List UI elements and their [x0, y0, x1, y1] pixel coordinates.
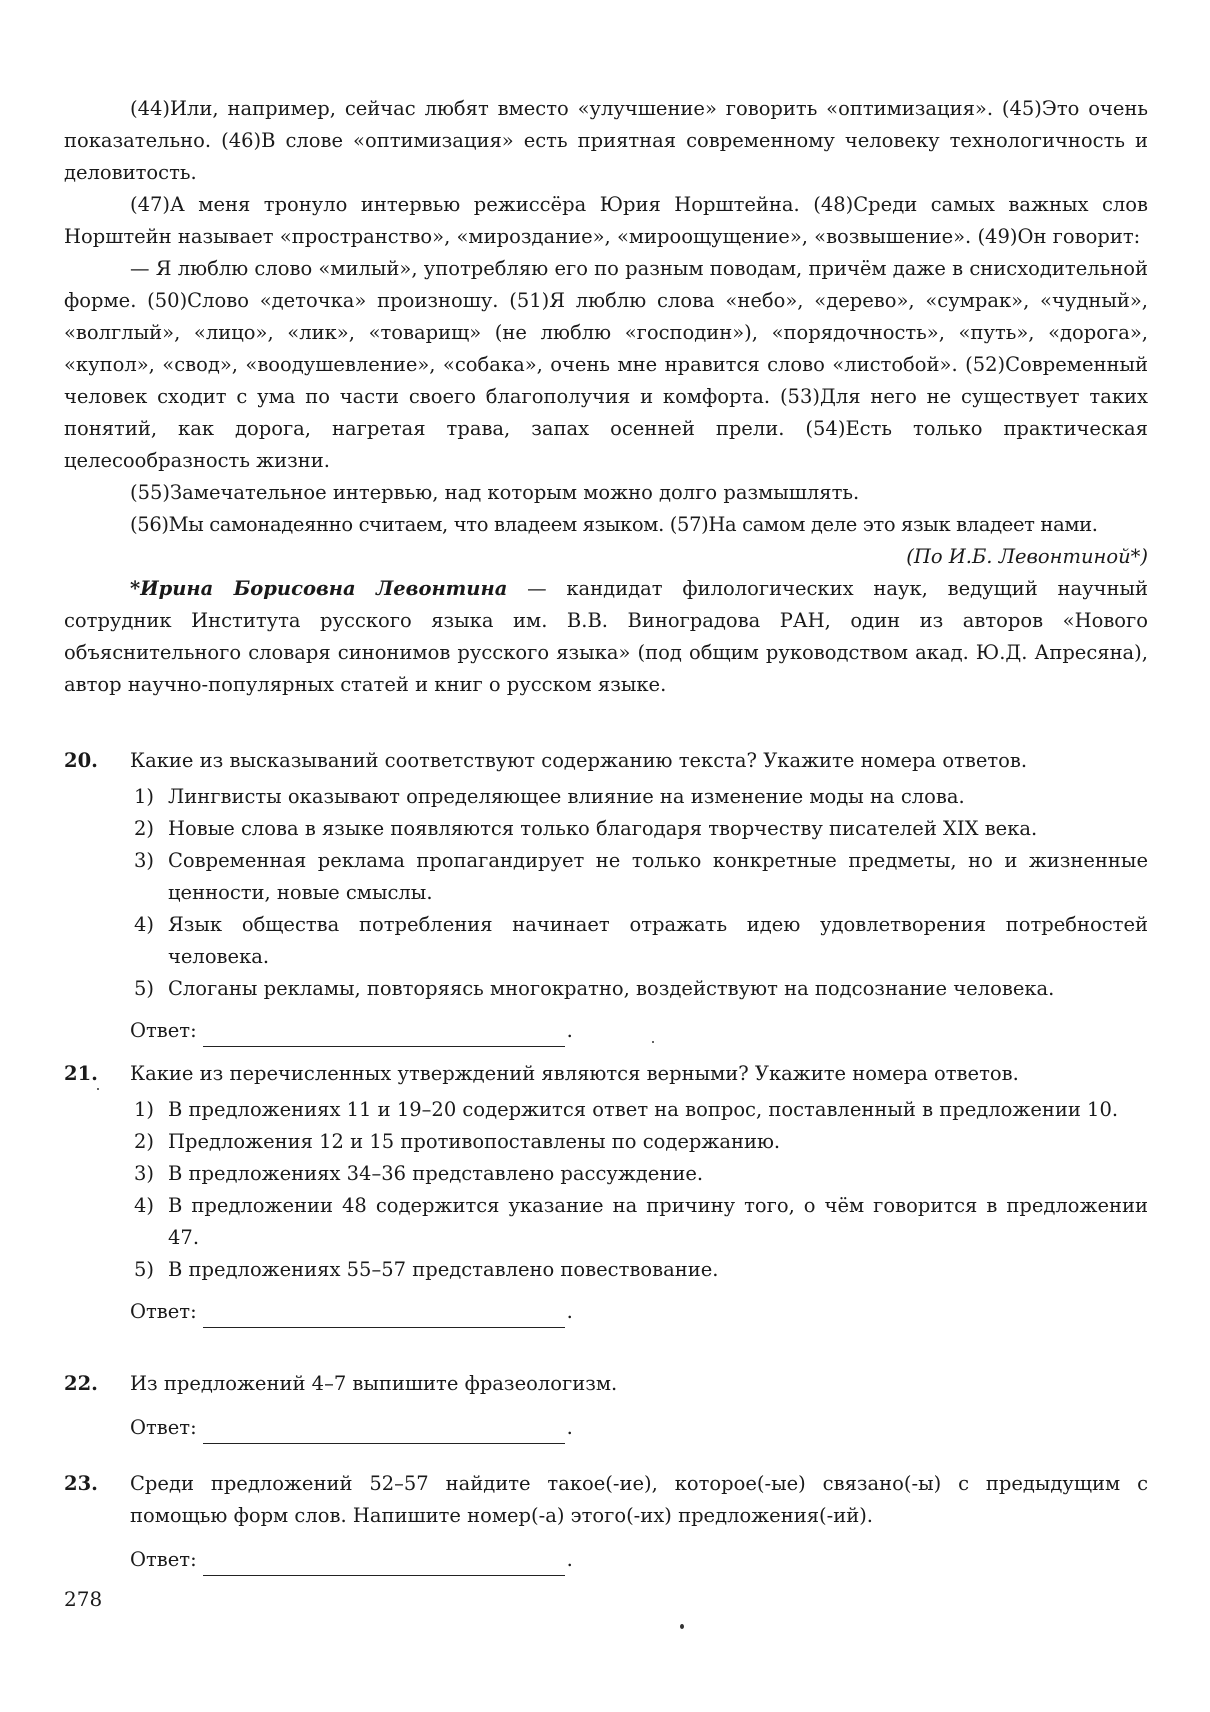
answer-period: . [566, 1548, 573, 1571]
task-number: 22. [64, 1372, 98, 1395]
answer-label: Ответ: [130, 1019, 197, 1042]
option-text: Слоганы рекламы, повторяясь многократно, воздействуют на подсознание человека. [168, 977, 1055, 1000]
paragraph-55: (55)Замечательное интервью, над которым можно долго размышлять. [130, 481, 860, 504]
option [130, 845, 1148, 909]
task-question: Какие из высказываний соответствуют содержанию текста? Укажите номера ответов. [130, 749, 1028, 772]
option-text: Предложения 12 и 15 противопоставлены по содержанию. [168, 1130, 781, 1153]
option-text: В предложениях 55–57 представлено повествование. [168, 1258, 719, 1281]
option-number: 5) [134, 977, 155, 1000]
page-number: 278 [64, 1587, 103, 1611]
option-number: 2) [134, 817, 155, 840]
paragraph-56: (56)Мы самонадеянно считаем, что владеем языком. (57)На самом деле это язык владеет нами. [130, 513, 1098, 536]
option-number: 3) [134, 849, 155, 872]
author-footnote [64, 573, 1148, 701]
answer-options [130, 1094, 1148, 1286]
task-question: Какие из перечисленных утверждений являются верными? Укажите номера ответов. [130, 1062, 1019, 1085]
answer-row [130, 1296, 1148, 1328]
option-number: 1) [134, 1098, 155, 1121]
scan-speck [680, 1624, 684, 1629]
option [130, 781, 1148, 813]
option-number: 3) [134, 1162, 155, 1185]
scan-speck [652, 1041, 654, 1043]
option-text: В предложениях 34–36 представлено рассуждение. [168, 1162, 704, 1185]
option [130, 1158, 1148, 1190]
task-question: Из предложений 4–7 выпишите фразеологизм. [130, 1372, 618, 1395]
option-text: В предложениях 11 и 19–20 содержится ответ на вопрос, поставленный в предложении 10. [168, 1098, 1119, 1121]
option-number: 4) [134, 913, 155, 936]
option [130, 973, 1148, 1005]
option-number: 1) [134, 785, 155, 808]
answer-field[interactable] [203, 1024, 565, 1047]
task-number: 23. [64, 1472, 98, 1495]
task-number: 20. [64, 749, 98, 772]
option [130, 1094, 1148, 1126]
text-source: (По И.Б. Левонтиной*) [906, 545, 1148, 568]
option-number: 5) [134, 1258, 155, 1281]
task-number: 21. [64, 1062, 98, 1085]
task-23 [64, 1468, 1148, 1576]
task-21 [64, 1058, 1148, 1328]
option [130, 909, 1148, 973]
answer-period: . [566, 1416, 573, 1439]
option-text: В предложении 48 содержится указание на причину того, о чём говорится в предложении 47. [168, 1194, 1148, 1249]
option-number: 2) [134, 1130, 155, 1153]
paragraph-44: (44)Или, например, сейчас любят вместо «улучшение» говорить «оптимизация». (45)Это очень показательно. (46)В слове «оптимизация» есть приятная современному человеку технологичность и деловитость. [64, 97, 1148, 184]
answer-field[interactable] [203, 1553, 565, 1576]
option [130, 1190, 1148, 1254]
footnote-author-name: *Ирина Борисовна Левонтина [130, 577, 508, 600]
task-question: Среди предложений 52–57 найдите такое(-ие), которое(-ые) связано(-ы) с предыдущим с помощью форм слов. Напишите номер(-а) этого(-их) предложения(-ий). [130, 1472, 1148, 1527]
answer-period: . [566, 1300, 573, 1323]
paragraph-47: (47)А меня тронуло интервью режиссёра Юрия Норштейна. (48)Среди самых важных слов Норштейн называет «пространство», «мироздание», «мироощущение», «возвышение». (49)Он говорит: [64, 193, 1148, 248]
reading-text [64, 93, 1148, 701]
task-22 [64, 1368, 1148, 1444]
answer-field[interactable] [203, 1305, 565, 1328]
option-text: Современная реклама пропагандирует не только конкретные предметы, но и жизненные ценности, новые смыслы. [168, 849, 1148, 904]
answer-row [130, 1544, 1148, 1576]
option-text: Новые слова в языке появляются только благодаря творчеству писателей XIX века. [168, 817, 1038, 840]
answer-label: Ответ: [130, 1416, 197, 1439]
option-text: Лингвисты оказывают определяющее влияние на изменение моды на слова. [168, 785, 965, 808]
option [130, 1126, 1148, 1158]
option-number: 4) [134, 1194, 155, 1217]
answer-row [130, 1015, 1148, 1047]
paragraph-quote: — Я люблю слово «милый», употребляю его по разным поводам, причём даже в снисходительной форме. (50)Слово «деточка» произношу. (51)Я люблю слова «небо», «дерево», «сумрак», «чудный», «волглый», «лицо», «лик», «товарищ» (не люблю «господин»), «порядочность», «путь», «дорога», «купол», «свод», «воодушевление», «собака», очень мне нравится слово «листобой». (52)Современный человек сходит с ума по части своего благополучия и комфорта. (53)Для него не существует таких понятий, как дорога, нагретая трава, запах осенней прели. (54)Есть только практическая целесообразность жизни. [64, 257, 1148, 472]
answer-label: Ответ: [130, 1548, 197, 1571]
option-text: Язык общества потребления начинает отражать идею удовлетворения потребностей человека. [168, 913, 1148, 968]
footnote-author-description: — кандидат филологических наук, ведущий научный сотрудник Института русского языка им. В.В. Виноградова РАН, один из авторов «Нового объяснительного словаря синонимов русского языка» (под общим руководством акад. Ю.Д. Апресяна), автор научно-популярных статей и книг о русском языке. [64, 577, 1148, 696]
task-20 [64, 745, 1148, 1047]
option [130, 1254, 1148, 1286]
answer-period: . [566, 1019, 573, 1042]
answer-row [130, 1412, 1148, 1444]
scan-speck [97, 1088, 99, 1090]
answer-label: Ответ: [130, 1300, 197, 1323]
answer-field[interactable] [203, 1421, 565, 1444]
answer-options [130, 781, 1148, 1005]
option [130, 813, 1148, 845]
